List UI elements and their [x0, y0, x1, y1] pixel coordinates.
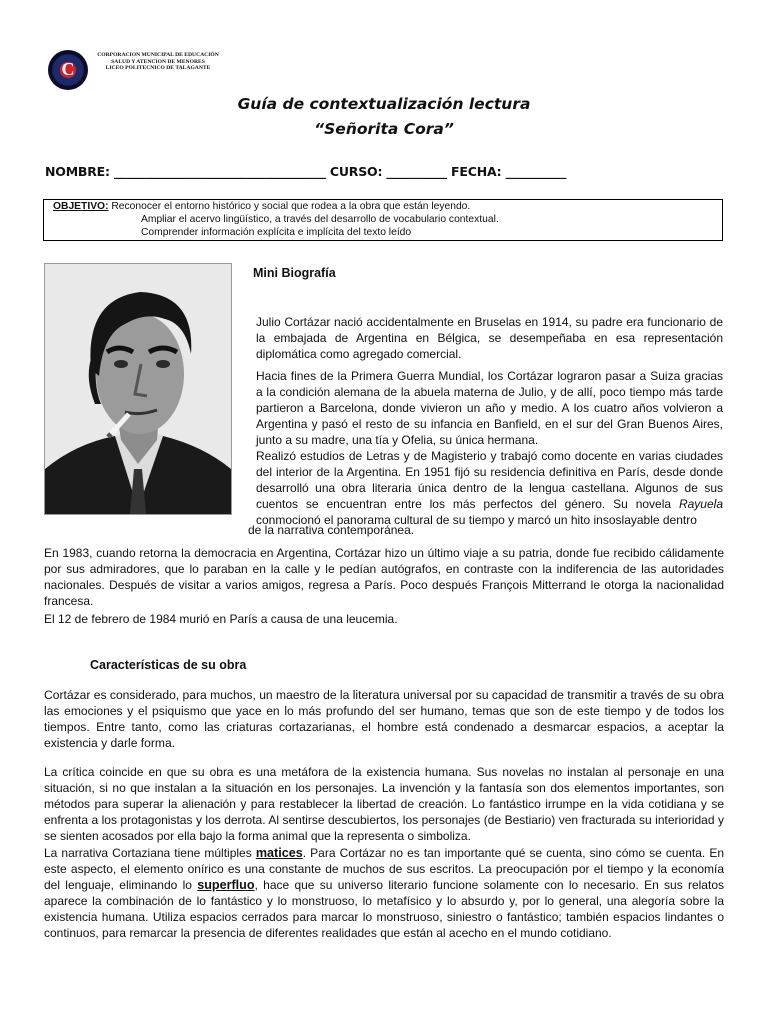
bio-paragraph-3-end: de la narrativa contemporánea. — [248, 523, 415, 537]
bio-paragraph-1: Julio Cortázar nació accidentalmente en Bruselas en 1914, su padre era funcionario de la embajada de Argentina en Bélgica, se desempeñaba en esa representación diplomática como agregado comercial. — [256, 315, 723, 361]
objective-line-3: Comprender información explícita e implícita del texto leído — [141, 227, 412, 238]
school-logo — [48, 50, 88, 90]
highlight-matices: matices — [255, 846, 303, 860]
bio-paragraph-5: El 12 de febrero de 1984 murió en París a causa de una leucemia. — [44, 612, 398, 626]
objective-line-2: Ampliar el acervo lingüístico, a través del desarrollo de vocabulario contextual. — [141, 214, 499, 225]
objective-box — [43, 199, 723, 241]
objective-label: OBJETIVO: — [53, 201, 109, 212]
work-paragraph-1: Cortázar es considerado, para muchos, un maestro de la literatura universal por su capacidad de transmitir a través de su obra las emociones y el psiquismo que yace en lo más profundo del ser humano, temas que son de este tiempo y de todos los tiempos. Entre tanto, como las criaturas cortazarianas, el hombre está condenado a desmarcar espacios, a aceptar la existencia y darle forma. — [44, 688, 724, 750]
page-title: Guía de contextualización lectura — [237, 95, 531, 113]
mini-bio-heading: Mini Biografía — [253, 266, 336, 280]
school-line-2: SALUD Y ATENCION DE MENORES — [111, 58, 205, 65]
work-paragraph-2: La crítica coincide en que su obra es una metáfora de la existencia humana. Sus novelas no instalan al personaje en una situación, si no que instalan a la situación en los personajes. La invención y la fantasía son dos elementos importantes, son métodos para superar la alienación y para restablecer la libertad de creación. Lo fantástico irrumpe en la vida cotidiana y se enfrenta a los protagonistas y los derrota. Al sentirse descubiertos, los personajes (de Bestiario) ven fracturada su interioridad y se sienten acosados por ella bajo la forma animal que la representa o simboliza. — [44, 765, 724, 843]
highlight-superfluo: superfluo — [197, 878, 255, 892]
bio-paragraph-3 — [256, 448, 723, 528]
school-line-3: LICEO POLITECNICO DE TALAGANTE — [105, 65, 211, 72]
bio-paragraph-2: Hacia fines de la Primera Guerra Mundial, los Cortázar lograron pasar a Suiza gracias a la condición alemana de la abuela materna de Julio, y de allí, poco tiempo más tarde partieron a Barcelona, donde vivieron un año y medio. A los cuatro años volvieron a Argentina y pasó el resto de su infancia en Banfield, en el sur del Gran Buenos Aires, junto a su madre, una tía y Ofelia, su única hermana. — [256, 369, 723, 447]
school-line-1: CORPORACION MUNICIPAL DE EDUCACIÓN — [97, 52, 219, 58]
bio-paragraph-3-continued: conmocionó el panorama cultural de su tiempo y marcó un hito insoslayable dentro — [256, 513, 697, 527]
objective-text-1: Reconocer el entorno histórico y social que rodea a la obra que están leyendo. — [108, 201, 471, 212]
objective-line-1 — [53, 201, 470, 213]
work-paragraph-3-text-c: , hace que su universo literario funcione solamente con lo necesario. En sus relatos aparece la combinación de lo fantástico y lo monstruoso, lo metafísico y lo absurdo y, por lo general, una alegoría sobre la existencia humana. Utiliza espacios cerrados para marcar lo monstruoso, siniestro o fantástico; también espacios lindantes o continuos, para remarcar la presencia de diferentes realidades que están al acecho en el mundo cotidiano. — [44, 878, 724, 940]
rayuela-title: Rayuela — [678, 497, 723, 511]
work-paragraph-3-text-b: . Para Cortázar no es tan importante qué se cuenta, sino cómo se cuenta. En este aspecto, el elemento onírico es una constante de muchos de sus escritos. La preocupación por el tiempo y la economía del lenguaje, eliminando lo — [44, 846, 724, 892]
author-portrait — [44, 263, 232, 515]
student-fields: NOMBRE: ___________________________________ CURSO: __________ FECHA: __________ — [45, 164, 567, 179]
page-subtitle: “Señorita Cora” — [314, 120, 454, 138]
work-paragraph-3-text-a: La narrativa Cortaziana tiene múltiples — [44, 846, 256, 860]
school-name — [93, 52, 223, 72]
work-paragraph-3 — [44, 845, 724, 941]
bio-paragraph-4: En 1983, cuando retorna la democracia en Argentina, Cortázar hizo un último viaje a su patria, donde fue recibido cálidamente por sus admiradores, que lo paraban en la calle y le pedían autógrafos, en contraste con la indiferencia de las autoridades nacionales. Después de visitar a varios amigos, regresa a París. Poco después François Mitterrand le otorga la nacionalidad francesa. — [44, 546, 724, 608]
bio-paragraph-3-text: Realizó estudios de Letras y de Magisterio y trabajó como docente en varias ciudades del interior de la Argentina. En 1951 fijó su residencia definitiva en París, desde donde desarrolló una obra literaria única dentro de la lengua castellana. Algunos de sus cuentos se encuentran entre los más perfectos del género. Su novela — [256, 449, 723, 511]
logo-letter: C — [61, 59, 75, 79]
characteristics-heading: Características de su obra — [90, 658, 247, 672]
